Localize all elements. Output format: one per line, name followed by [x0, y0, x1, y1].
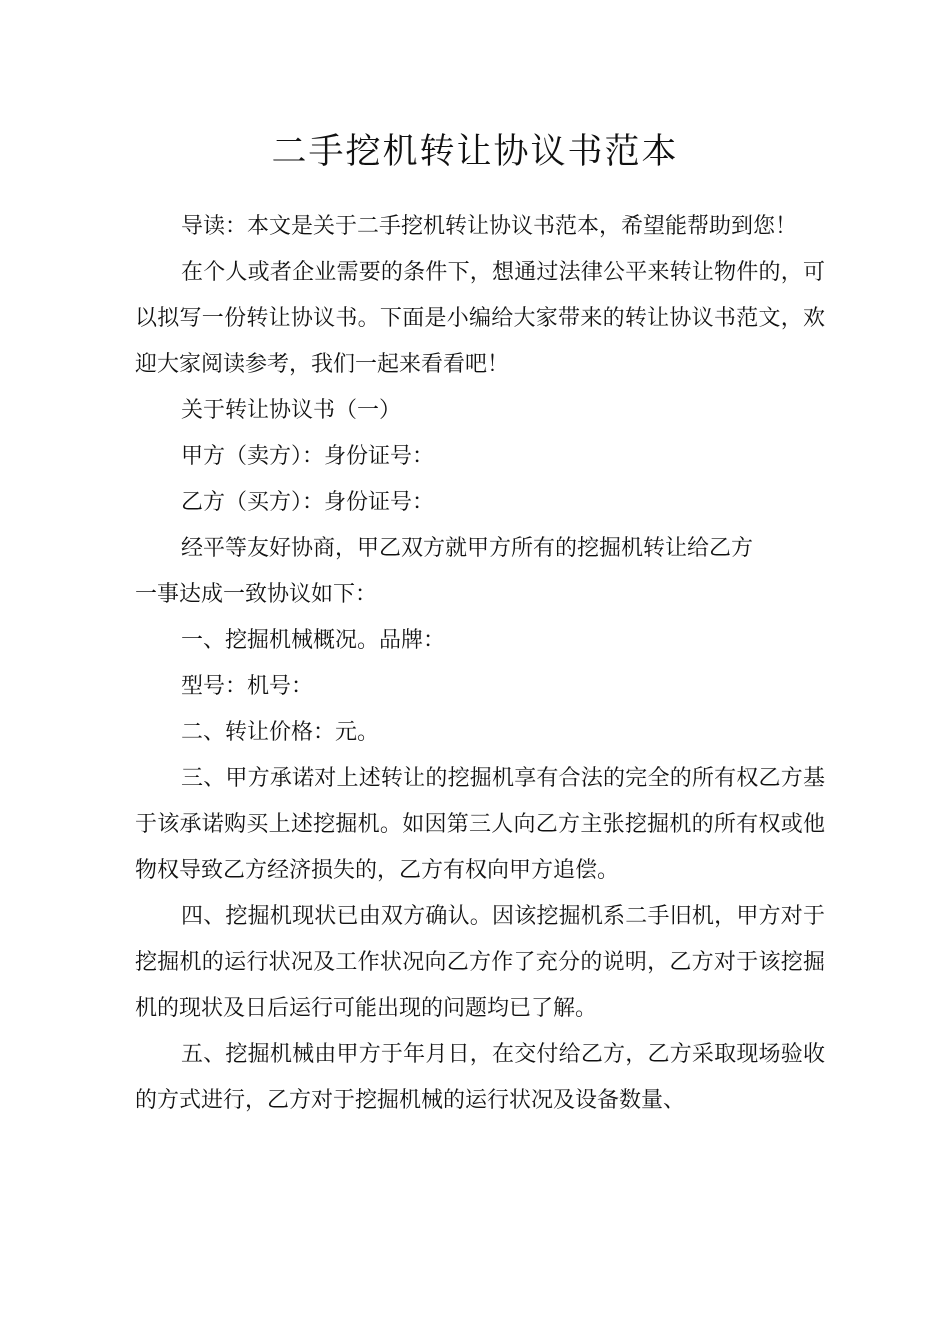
intro-paragraph: 导读：本文是关于二手挖机转让协议书范本，希望能帮助到您！	[181, 214, 798, 239]
clause-2: 二、转让价格：元。	[181, 720, 380, 745]
clause-5: 五、挖掘机械由甲方于年月日，在交付给乙方，乙方采取现场验收的方式进行，乙方对于挖掘机械的运行状况及设备数量、	[135, 1042, 825, 1113]
preface-paragraph: 在个人或者企业需要的条件下，想通过法律公平来转让物件的，可以拟写一份转让协议书。下面是小编给大家带来的转让协议书范文，欢迎大家阅读参考，我们一起来看看吧！	[135, 260, 825, 377]
clause-1-model: 型号：机号：	[181, 674, 314, 699]
clause-3: 三、甲方承诺对上述转让的挖掘机享有合法的完全的所有权乙方基于该承诺购买上述挖掘机。如因第三人向乙方主张挖掘机的所有权或他物权导致乙方经济损失的，乙方有权向甲方追偿。	[135, 766, 825, 883]
clause-4: 四、挖掘机现状已由双方确认。因该挖掘机系二手旧机，甲方对于挖掘机的运行状况及工作状况向乙方作了充分的说明，乙方对于该挖掘机的现状及日后运行可能出现的问题均已了解。	[135, 904, 825, 1021]
party-a-line: 甲方（卖方）：身份证号：	[181, 444, 435, 469]
document-body	[135, 204, 825, 1124]
agreement-line-2: 一事达成一致协议如下：	[135, 582, 378, 607]
document-title: 二手挖机转让协议书范本	[271, 132, 679, 172]
section-heading: 关于转让协议书（一）	[181, 398, 402, 423]
party-b-line: 乙方（买方）：身份证号：	[181, 490, 435, 515]
clause-1: 一、挖掘机械概况。品牌：	[181, 628, 446, 653]
agreement-line-1: 经平等友好协商，甲乙双方就甲方所有的挖掘机转让给乙方	[181, 536, 754, 561]
